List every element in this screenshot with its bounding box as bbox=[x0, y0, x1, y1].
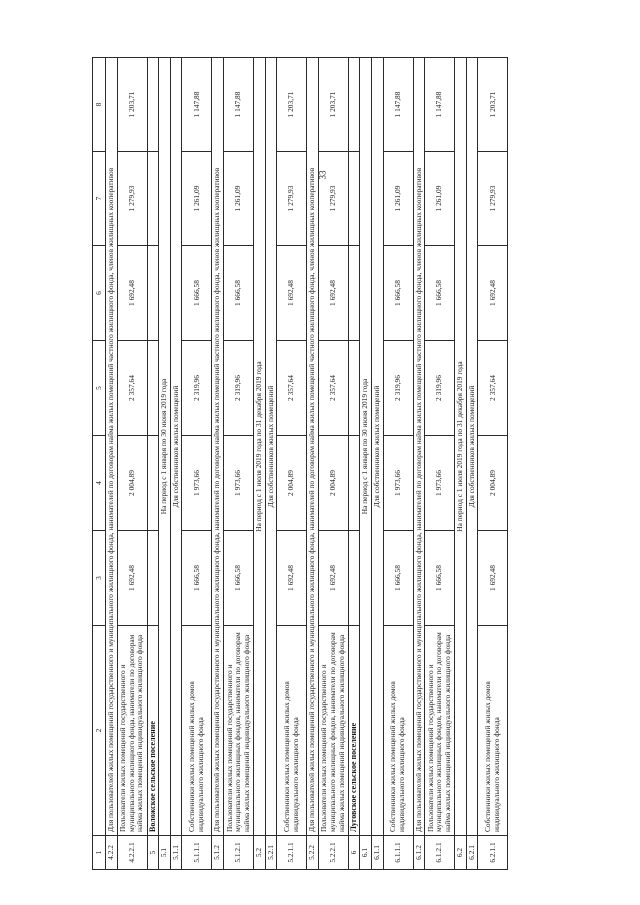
row-code: 6.1.2 bbox=[413, 836, 425, 870]
tariff-value: 1 692,48 bbox=[277, 246, 307, 341]
tariff-value: 2 357,64 bbox=[117, 341, 147, 436]
row-name: Пользователи жилых помещений государственного и муниципального жилищных фондов, наниматели по договорам найма жилых помещений индивидуального жилищного фонда bbox=[318, 626, 348, 836]
tariff-value: 1 692,48 bbox=[318, 531, 348, 626]
row-code: 5.1.1 bbox=[170, 836, 182, 870]
tariff-value: 1 973,66 bbox=[223, 436, 253, 531]
table-body bbox=[106, 58, 508, 870]
row-code: 6.2.1 bbox=[466, 836, 478, 870]
empty-cell bbox=[147, 531, 159, 626]
group-heading: Для пользователей жилых помещений государственного и муниципального жилищного фонда, нанимателей по договорам найма жилых помещений частного жилищного фонда, членов жилищных кооперативов bbox=[307, 58, 319, 836]
header-row bbox=[93, 58, 106, 870]
tariff-value: 1 666,58 bbox=[223, 246, 253, 341]
period-heading: Для собственников жилых помещений bbox=[265, 58, 277, 836]
settlement-name: Воложское сельское поселение bbox=[147, 626, 159, 836]
row-code: 5.2.2.1 bbox=[318, 836, 348, 870]
period-heading: Для собственников жилых помещений bbox=[466, 58, 478, 836]
row-code: 5.2.2 bbox=[307, 836, 319, 870]
row-code: 5.2.1.1 bbox=[277, 836, 307, 870]
column-header: 8 bbox=[93, 58, 106, 152]
empty-cell bbox=[147, 341, 159, 436]
table-row bbox=[117, 58, 147, 870]
row-code: 5.2 bbox=[253, 836, 265, 870]
period-heading: На период с 1 июля 2019 года по 31 декабря 2019 года bbox=[253, 58, 265, 836]
row-code: 6.1.1.1 bbox=[383, 836, 413, 870]
table-row bbox=[318, 58, 348, 870]
tariff-table-container bbox=[92, 58, 604, 870]
table-row bbox=[147, 58, 159, 870]
tariff-value: 1 261,09 bbox=[425, 152, 455, 246]
tariff-value: 1 973,66 bbox=[182, 436, 212, 531]
empty-cell bbox=[147, 58, 159, 152]
row-name: Собственники жилых помещений жилых домов индивидуального жилищного фонда bbox=[277, 626, 307, 836]
table-row bbox=[106, 58, 118, 870]
tariff-value: 1 692,48 bbox=[117, 246, 147, 341]
row-code: 5.1 bbox=[159, 836, 171, 870]
table-row bbox=[360, 58, 372, 870]
table-row bbox=[478, 58, 508, 870]
tariff-value: 1 692,48 bbox=[478, 531, 508, 626]
tariff-value: 2 004,89 bbox=[478, 436, 508, 531]
row-name: Собственники жилых помещений жилых домов индивидуального жилищного фонда bbox=[383, 626, 413, 836]
tariff-value: 2 004,89 bbox=[318, 436, 348, 531]
column-header: 3 bbox=[93, 531, 106, 626]
settlement-name: Луговское сельское поселение bbox=[348, 626, 360, 836]
tariff-value: 1 666,58 bbox=[182, 531, 212, 626]
tariff-value: 1 666,58 bbox=[223, 531, 253, 626]
empty-cell bbox=[147, 152, 159, 246]
row-code: 5.1.1.1 bbox=[182, 836, 212, 870]
table-row bbox=[455, 58, 467, 870]
empty-cell bbox=[348, 58, 360, 152]
tariff-value: 1 261,09 bbox=[182, 152, 212, 246]
table-row bbox=[159, 58, 171, 870]
table-row bbox=[265, 58, 277, 870]
row-code: 5 bbox=[147, 836, 159, 870]
period-heading: На период с 1 января по 30 июня 2019 года bbox=[360, 58, 372, 836]
tariff-value: 2 357,64 bbox=[478, 341, 508, 436]
empty-cell bbox=[348, 152, 360, 246]
row-code: 6.1 bbox=[360, 836, 372, 870]
tariff-table bbox=[92, 57, 508, 870]
page-number: 33 bbox=[317, 170, 328, 180]
empty-cell bbox=[348, 341, 360, 436]
table-row bbox=[182, 58, 212, 870]
group-heading: Для пользователей жилых помещений государственного и муниципального жилищного фонда, нанимателей по договорам найма жилых помещений частного жилищного фонда, членов жилищных кооперативов bbox=[413, 58, 425, 836]
table-row bbox=[307, 58, 319, 870]
column-header: 5 bbox=[93, 341, 106, 436]
column-header: 2 bbox=[93, 626, 106, 836]
row-code: 6.2 bbox=[455, 836, 467, 870]
tariff-value: 1 261,09 bbox=[223, 152, 253, 246]
table-row bbox=[223, 58, 253, 870]
row-name: Собственники жилых помещений жилых домов индивидуального жилищного фонда bbox=[478, 626, 508, 836]
row-code: 6 bbox=[348, 836, 360, 870]
table-row bbox=[371, 58, 383, 870]
table-row bbox=[170, 58, 182, 870]
tariff-value: 2 319,96 bbox=[223, 341, 253, 436]
table-row bbox=[466, 58, 478, 870]
row-code: 4.2.2.1 bbox=[117, 836, 147, 870]
row-name: Пользователи жилых помещений государственного и муниципального жилищных фондов, наниматели по договорам найма жилых помещений индивидуального жилищного фонда bbox=[223, 626, 253, 836]
tariff-value: 1 203,71 bbox=[117, 58, 147, 152]
row-code: 5.1.2.1 bbox=[223, 836, 253, 870]
tariff-value: 2 357,64 bbox=[318, 341, 348, 436]
tariff-value: 1 692,48 bbox=[277, 531, 307, 626]
column-header: 4 bbox=[93, 436, 106, 531]
period-heading: На период с 1 июля 2019 года по 31 декабря 2019 года bbox=[455, 58, 467, 836]
tariff-value: 2 319,96 bbox=[182, 341, 212, 436]
tariff-value: 2 004,89 bbox=[117, 436, 147, 531]
table-row bbox=[425, 58, 455, 870]
tariff-value: 1 692,48 bbox=[478, 246, 508, 341]
empty-cell bbox=[348, 531, 360, 626]
tariff-value: 2 319,96 bbox=[383, 341, 413, 436]
table-row bbox=[253, 58, 265, 870]
row-name: Пользователи жилых помещений государственного и муниципального жилищных фондов, наниматели по договорам найма жилых помещений индивидуального жилищного фонда bbox=[425, 626, 455, 836]
tariff-value: 1 973,66 bbox=[425, 436, 455, 531]
tariff-value: 1 203,71 bbox=[277, 58, 307, 152]
tariff-value: 1 692,48 bbox=[117, 531, 147, 626]
empty-cell bbox=[147, 436, 159, 531]
empty-cell bbox=[348, 246, 360, 341]
tariff-value: 1 279,93 bbox=[117, 152, 147, 246]
row-code: 6.1.2.1 bbox=[425, 836, 455, 870]
tariff-value: 1 666,58 bbox=[383, 531, 413, 626]
row-code: 5.1.2 bbox=[212, 836, 224, 870]
column-header: 7 bbox=[93, 152, 106, 246]
period-heading: Для собственников жилых помещений bbox=[170, 58, 182, 836]
tariff-value: 1 666,58 bbox=[182, 246, 212, 341]
period-heading: Для собственников жилых помещений bbox=[371, 58, 383, 836]
empty-cell bbox=[348, 436, 360, 531]
table-row bbox=[212, 58, 224, 870]
table-row bbox=[277, 58, 307, 870]
column-header: 6 bbox=[93, 246, 106, 341]
group-heading: Для пользователей жилых помещений государственного и муниципального жилищного фонда, нанимателей по договорам найма жилых помещений частного жилищного фонда, членов жилищных кооперативов bbox=[212, 58, 224, 836]
row-code: 6.1.1 bbox=[371, 836, 383, 870]
tariff-value: 1 973,66 bbox=[383, 436, 413, 531]
row-name: Пользователи жилых помещений государственного и муниципального жилищного фонда, наниматели по договорам найма жилых помещений индивидуального жилищного фонда bbox=[117, 626, 147, 836]
tariff-value: 1 147,88 bbox=[223, 58, 253, 152]
tariff-value: 1 666,58 bbox=[425, 531, 455, 626]
tariff-value: 2 004,89 bbox=[277, 436, 307, 531]
tariff-value: 1 147,88 bbox=[425, 58, 455, 152]
tariff-value: 2 357,64 bbox=[277, 341, 307, 436]
tariff-value: 1 203,71 bbox=[318, 58, 348, 152]
tariff-value: 1 279,93 bbox=[277, 152, 307, 246]
column-header: 1 bbox=[93, 836, 106, 870]
tariff-value: 2 319,96 bbox=[425, 341, 455, 436]
tariff-value: 1 279,93 bbox=[318, 152, 348, 246]
row-code: 5.2.1 bbox=[265, 836, 277, 870]
group-heading: Для пользователей жилых помещений государственного и муниципального жилищного фонда, нанимателей по договорам найма жилых помещений частного жилищного фонда, членов жилищных кооперативов bbox=[106, 58, 118, 836]
row-name: Собственники жилых помещений жилых домов индивидуального жилищного фонда bbox=[182, 626, 212, 836]
table-row bbox=[383, 58, 413, 870]
tariff-value: 1 147,88 bbox=[383, 58, 413, 152]
tariff-value: 1 279,93 bbox=[478, 152, 508, 246]
row-code: 6.2.1.1 bbox=[478, 836, 508, 870]
table-row bbox=[348, 58, 360, 870]
period-heading: На период с 1 января по 30 июня 2019 года bbox=[159, 58, 171, 836]
table-row bbox=[413, 58, 425, 870]
row-code: 4.2.2 bbox=[106, 836, 118, 870]
empty-cell bbox=[147, 246, 159, 341]
tariff-value: 1 666,58 bbox=[383, 246, 413, 341]
tariff-value: 1 666,58 bbox=[425, 246, 455, 341]
tariff-value: 1 147,88 bbox=[182, 58, 212, 152]
tariff-value: 1 261,09 bbox=[383, 152, 413, 246]
tariff-value: 1 203,71 bbox=[478, 58, 508, 152]
tariff-value: 1 692,48 bbox=[318, 246, 348, 341]
